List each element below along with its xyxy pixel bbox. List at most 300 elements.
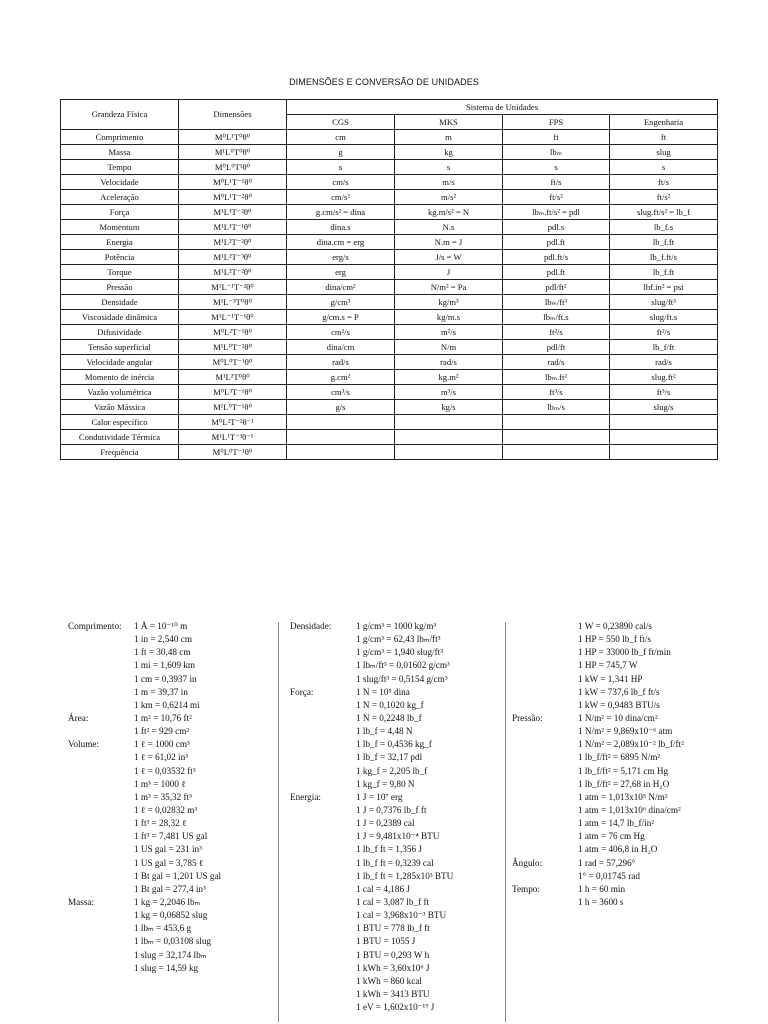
cell-dim: M⁰L⁰T⁻¹θ⁰ xyxy=(179,445,287,460)
cell-mks: kg/m³ xyxy=(395,295,503,310)
cell-fps: lbₘ/ft.s xyxy=(503,310,610,325)
conversion-label: Pressão: xyxy=(512,712,543,723)
conversion-value: 1 J = 0,7376 lb_f ft xyxy=(356,804,427,815)
conversion-label xyxy=(68,804,134,817)
cell-eng: rad/s xyxy=(610,355,718,370)
cell-fps: ft/s xyxy=(503,175,610,190)
conversion-row xyxy=(68,870,276,883)
conversion-row xyxy=(290,686,505,699)
cell-fps: pdl.ft xyxy=(503,265,610,280)
conversion-value: 1 slug = 32,174 lbₘ xyxy=(134,949,207,960)
conversion-value: 1 HP = 33000 lb_f ft/min xyxy=(578,647,671,658)
cell-name: Tempo xyxy=(61,160,179,175)
conversion-row xyxy=(512,725,742,738)
conversion-value: 1 lb_f = 0,4536 kg_f xyxy=(356,739,432,750)
conversion-value: 1 atm = 1,013x10⁶ dina/cm² xyxy=(578,804,681,815)
conversion-value: 1 Bt gal = 1,201 US gal xyxy=(134,870,222,881)
cell-eng: slug/s xyxy=(610,400,718,415)
cell-eng: ft³/s xyxy=(610,385,718,400)
conversion-row xyxy=(290,830,505,843)
table-row xyxy=(61,445,718,460)
units-table-body xyxy=(61,130,718,460)
cell-dim: M¹L²T⁻²θ⁰ xyxy=(179,265,287,280)
cell-cgs: g/cm.s = P xyxy=(287,310,395,325)
conversion-row xyxy=(512,765,742,778)
conversion-row xyxy=(68,830,276,843)
cell-cgs: dina/cm² xyxy=(287,280,395,295)
cell-mks: kg.m² xyxy=(395,370,503,385)
table-row xyxy=(61,430,718,445)
cell-dim: M¹L⁰T⁻¹θ⁰ xyxy=(179,400,287,415)
conversion-row xyxy=(68,883,276,896)
conversion-label xyxy=(290,975,356,988)
table-row xyxy=(61,265,718,280)
conversion-label xyxy=(290,673,356,686)
conversion-value: 1 BTU = 1055 J xyxy=(356,936,416,947)
conversion-value: 1 US gal = 231 in³ xyxy=(134,844,202,855)
conversion-label xyxy=(68,949,134,962)
conversion-row xyxy=(68,751,276,764)
conversion-row xyxy=(68,738,276,751)
cell-name: Velocidade angular xyxy=(61,355,179,370)
cell-cgs: cm xyxy=(287,130,395,145)
conversion-row xyxy=(512,883,742,896)
header-mks: MKS xyxy=(395,115,503,130)
conversion-label xyxy=(290,1001,356,1014)
conversion-value: 1 cm = 0,3937 in xyxy=(134,673,197,684)
conversion-value: 1 eV = 1,602x10⁻¹⁹ J xyxy=(356,1002,435,1013)
cell-mks: m xyxy=(395,130,503,145)
conversion-value: 1 kWh = 3413 BTU xyxy=(356,988,430,999)
conversion-value: 1 h = 3600 s xyxy=(578,896,624,907)
conversion-row xyxy=(68,778,276,791)
conversion-value: 1 lb_f = 32,17 pdl xyxy=(356,752,423,763)
conversion-label xyxy=(290,778,356,791)
conversion-value: 1 J = 10⁷ erg xyxy=(356,791,403,802)
conversion-label xyxy=(512,830,578,843)
conversion-value: 1 atm = 76 cm Hg xyxy=(578,831,645,842)
conversion-value: 1° = 0,01745 rad xyxy=(578,870,640,881)
conversion-row xyxy=(512,778,742,791)
conversion-value: 1 lbₘ = 0,03108 slug xyxy=(134,936,212,947)
conversion-row xyxy=(512,857,742,870)
cell-mks: kg.m/s² = N xyxy=(395,205,503,220)
conversion-value: 1 atm = 1,013x10⁵ N/m² xyxy=(578,791,668,802)
cell-cgs: erg/s xyxy=(287,250,395,265)
conversion-row xyxy=(290,922,505,935)
cell-name: Tensão superficial xyxy=(61,340,179,355)
conversion-value: 1 cal = 3,968x10⁻³ BTU xyxy=(356,910,447,921)
cell-mks: N.s xyxy=(395,220,503,235)
conversion-label xyxy=(290,988,356,1001)
cell-eng: lb_f.ft/s xyxy=(610,250,718,265)
conversion-row xyxy=(290,909,505,922)
cell-mks: J/s = W xyxy=(395,250,503,265)
conversion-value: 1 ℓ = 0,03532 ft³ xyxy=(134,765,196,776)
cell-mks: N/m xyxy=(395,340,503,355)
cell-fps xyxy=(503,445,610,460)
table-row xyxy=(61,130,718,145)
conversion-row xyxy=(290,896,505,909)
conversion-row xyxy=(290,738,505,751)
cell-eng: lb_f.s xyxy=(610,220,718,235)
cell-name: Massa xyxy=(61,145,179,160)
table-row xyxy=(61,310,718,325)
conversion-row xyxy=(290,778,505,791)
cell-dim: M⁰L¹T⁻¹θ⁰ xyxy=(179,175,287,190)
conversion-value: 1 Å = 10⁻¹⁰ m xyxy=(134,621,188,631)
conversion-label xyxy=(290,633,356,646)
cell-eng: slug/ft.s xyxy=(610,310,718,325)
conversion-row xyxy=(290,935,505,948)
table-row xyxy=(61,235,718,250)
conversion-value: 1 US gal = 3,785 ℓ xyxy=(134,857,204,868)
conversion-value: 1 lb_f ft = 1,356 J xyxy=(356,844,422,855)
conversion-row xyxy=(290,712,505,725)
conversion-label xyxy=(68,870,134,883)
conversion-value: 1 ℓ = 61,02 in³ xyxy=(134,752,188,763)
conversion-row xyxy=(290,620,505,633)
conversion-label xyxy=(512,738,578,751)
conversion-row xyxy=(290,633,505,646)
cell-eng: ft/s xyxy=(610,175,718,190)
cell-eng: lb_f.ft xyxy=(610,235,718,250)
page-title: DIMENSÕES E CONVERSÃO DE UNIDADES xyxy=(289,77,479,87)
conversion-value: 1 N = 10⁵ dina xyxy=(356,686,410,697)
cell-cgs: dina.cm = erg xyxy=(287,235,395,250)
conversion-value: 1 J = 0,2389 cal xyxy=(356,818,415,829)
conversion-label xyxy=(512,673,578,686)
cell-mks: kg/s xyxy=(395,400,503,415)
table-row xyxy=(61,415,718,430)
conversion-label xyxy=(290,804,356,817)
conversion-row xyxy=(68,686,276,699)
conversion-value: 1 ft³ = 28,32 ℓ xyxy=(134,818,187,829)
conversion-row xyxy=(290,949,505,962)
conversion-value: 1 Bt gal = 277,4 in³ xyxy=(134,883,206,894)
table-row xyxy=(61,250,718,265)
conversion-value: 1 h = 60 min xyxy=(578,883,626,894)
conversion-row xyxy=(290,699,505,712)
conversion-label xyxy=(68,673,134,686)
conversion-value: 1 BTU = 778 lb_f ft xyxy=(356,923,430,934)
cell-eng: ft xyxy=(610,130,718,145)
table-row xyxy=(61,205,718,220)
cell-mks: kg xyxy=(395,145,503,160)
cell-name: Velocidade xyxy=(61,175,179,190)
cell-mks: m/s xyxy=(395,175,503,190)
cell-fps: pdl/ft² xyxy=(503,280,610,295)
conversion-label xyxy=(290,699,356,712)
cell-name: Comprimento xyxy=(61,130,179,145)
conversion-value: 1 N = 0,2248 lb_f xyxy=(356,712,422,723)
conversion-row xyxy=(68,817,276,830)
conversion-label xyxy=(290,843,356,856)
cell-fps: lbₘ/s xyxy=(503,400,610,415)
conversion-row xyxy=(512,686,742,699)
conversion-label xyxy=(290,870,356,883)
cell-dim: M⁰L²T⁻²θ⁻¹ xyxy=(179,415,287,430)
conversion-label xyxy=(512,804,578,817)
conversion-label xyxy=(290,646,356,659)
cell-dim: M¹L²T⁻³θ⁰ xyxy=(179,250,287,265)
cell-dim: M⁰L⁰T¹θ⁰ xyxy=(179,160,287,175)
conversion-label xyxy=(68,778,134,791)
conversion-value: 1 kW = 1,341 HP xyxy=(578,673,643,684)
cell-fps: ft xyxy=(503,130,610,145)
cell-fps: pdl.ft/s xyxy=(503,250,610,265)
cell-fps: pdl.s xyxy=(503,220,610,235)
cell-name: Condutividade Térmica xyxy=(61,430,179,445)
conversion-label xyxy=(68,909,134,922)
conversion-label xyxy=(290,896,356,909)
conversion-label xyxy=(512,659,578,672)
conversion-value: 1 lb_f ft = 1,285x10³ BTU xyxy=(356,870,454,881)
header-quantity: Grandeza Física xyxy=(61,100,179,130)
cell-name: Momento de inércia xyxy=(61,370,179,385)
conversion-value: 1 mi = 1,609 km xyxy=(134,660,196,671)
conversion-label xyxy=(290,949,356,962)
table-row xyxy=(61,295,718,310)
cell-mks: rad/s xyxy=(395,355,503,370)
cell-dim: M¹L⁰T⁻²θ⁰ xyxy=(179,340,287,355)
conversion-row xyxy=(290,751,505,764)
cell-dim: M¹L⁻³T⁰θ⁰ xyxy=(179,295,287,310)
cell-cgs: cm²/s xyxy=(287,325,395,340)
conversion-value: 1 kW = 0,9483 BTU/s xyxy=(578,699,660,710)
conversion-row xyxy=(512,896,742,909)
conversion-label xyxy=(512,791,578,804)
conversion-label xyxy=(512,686,578,699)
conversion-value: 1 lb_f/ft² = 5,171 cm Hg xyxy=(578,765,669,776)
table-row xyxy=(61,220,718,235)
cell-mks: kg/m.s xyxy=(395,310,503,325)
conversion-row xyxy=(68,857,276,870)
cell-cgs xyxy=(287,415,395,430)
cell-eng: slug/ft³ xyxy=(610,295,718,310)
conversion-label xyxy=(68,699,134,712)
conversion-value: 1 slug = 14,59 kg xyxy=(134,962,199,973)
conversion-label xyxy=(290,738,356,751)
conversion-label: Massa: xyxy=(68,896,95,907)
column-divider xyxy=(278,622,279,1022)
cell-dim: M¹L⁰T⁰θ⁰ xyxy=(179,145,287,160)
conversion-label xyxy=(68,830,134,843)
conversion-label xyxy=(290,909,356,922)
cell-fps: lbₘ/ft³ xyxy=(503,295,610,310)
conversion-label xyxy=(512,896,578,909)
conversion-label xyxy=(512,843,578,856)
conversion-row xyxy=(68,633,276,646)
cell-fps: ft/s² xyxy=(503,190,610,205)
conversion-value: 1 kg_f = 2,205 lb_f xyxy=(356,765,428,776)
conversion-value: 1 kWh = 3,60x10⁶ J xyxy=(356,962,430,973)
conversion-value: 1 ℓ = 1000 cm³ xyxy=(134,739,190,750)
conversion-row xyxy=(290,1001,505,1014)
conversion-label xyxy=(68,686,134,699)
cell-eng: s xyxy=(610,160,718,175)
conversion-label xyxy=(290,962,356,975)
conversion-label xyxy=(290,765,356,778)
cell-dim: M¹L¹T⁻²θ⁰ xyxy=(179,205,287,220)
cell-eng: ft²/s xyxy=(610,325,718,340)
conversion-value: 1 ft² = 929 cm² xyxy=(134,726,190,737)
conversion-label xyxy=(290,922,356,935)
conversion-row xyxy=(68,804,276,817)
cell-dim: M¹L¹T⁻¹θ⁰ xyxy=(179,220,287,235)
cell-name: Força xyxy=(61,205,179,220)
conversion-row xyxy=(512,791,742,804)
cell-fps: pdl/ft xyxy=(503,340,610,355)
conversion-value: 1 m² = 10,76 ft² xyxy=(134,712,192,723)
conversion-row xyxy=(68,791,276,804)
cell-fps xyxy=(503,430,610,445)
conversion-value: 1 N = 0,1020 kg_f xyxy=(356,699,424,710)
cell-cgs: dina/cm xyxy=(287,340,395,355)
cell-cgs: erg xyxy=(287,265,395,280)
table-row xyxy=(61,370,718,385)
conversion-column-3 xyxy=(512,620,742,909)
conversion-row xyxy=(68,620,276,633)
cell-fps: lbₘ.ft² xyxy=(503,370,610,385)
conversion-row xyxy=(290,870,505,883)
conversion-label xyxy=(68,817,134,830)
conversion-label xyxy=(290,830,356,843)
conversion-value: 1 lb_f = 4,48 N xyxy=(356,726,413,737)
column-divider xyxy=(505,622,506,1022)
cell-mks xyxy=(395,445,503,460)
cell-dim: M⁰L²T⁻¹θ⁰ xyxy=(179,325,287,340)
cell-name: Pressão xyxy=(61,280,179,295)
cell-name: Momentum xyxy=(61,220,179,235)
cell-dim: M¹L⁻¹T⁻¹θ⁰ xyxy=(179,310,287,325)
cell-fps: pdl.ft xyxy=(503,235,610,250)
conversion-row xyxy=(290,843,505,856)
conversion-row xyxy=(290,883,505,896)
conversion-label xyxy=(68,962,134,975)
cell-name: Torque xyxy=(61,265,179,280)
cell-name: Potência xyxy=(61,250,179,265)
cell-fps: s xyxy=(503,160,610,175)
units-table xyxy=(60,99,718,460)
conversion-row xyxy=(68,699,276,712)
cell-mks: m²/s xyxy=(395,325,503,340)
conversion-label xyxy=(512,633,578,646)
conversion-row xyxy=(512,751,742,764)
table-row xyxy=(61,355,718,370)
conversion-value: 1 m³ = 35,32 ft³ xyxy=(134,791,192,802)
conversion-value: 1 kWh = 860 kcal xyxy=(356,975,422,986)
conversion-label xyxy=(512,778,578,791)
conversion-value: 1 m³ = 1000 ℓ xyxy=(134,778,186,789)
cell-eng xyxy=(610,445,718,460)
cell-cgs: g/cm³ xyxy=(287,295,395,310)
conversion-row xyxy=(290,659,505,672)
cell-cgs: s xyxy=(287,160,395,175)
conversion-label: Força: xyxy=(290,686,314,697)
conversion-label xyxy=(512,646,578,659)
conversion-row xyxy=(290,988,505,1001)
cell-dim: M⁰L⁰T⁻¹θ⁰ xyxy=(179,355,287,370)
cell-eng: lb_f.ft xyxy=(610,265,718,280)
conversion-row xyxy=(290,725,505,738)
cell-cgs: g.cm/s² = dina xyxy=(287,205,395,220)
header-fps: FPS xyxy=(503,115,610,130)
conversion-row xyxy=(512,620,742,633)
conversion-label: Área: xyxy=(68,712,89,723)
conversion-row xyxy=(512,699,742,712)
cell-eng: ft/s² xyxy=(610,190,718,205)
conversion-column-1 xyxy=(68,620,276,975)
header-engenharia: Engenharia xyxy=(610,115,718,130)
conversion-value: 1 g/cm³ = 62,43 lbₘ/ft³ xyxy=(356,634,441,645)
cell-name: Frequência xyxy=(61,445,179,460)
conversion-value: 1 lb_f ft = 0,3239 cal xyxy=(356,857,434,868)
conversion-label xyxy=(512,751,578,764)
conversion-row xyxy=(68,962,276,975)
conversion-value: 1 N/m² = 9,869x10⁻⁶ atm xyxy=(578,726,673,737)
table-row xyxy=(61,325,718,340)
conversion-label xyxy=(68,857,134,870)
cell-mks: m³/s xyxy=(395,385,503,400)
cell-eng: slug.ft² xyxy=(610,370,718,385)
cell-mks xyxy=(395,415,503,430)
cell-cgs xyxy=(287,445,395,460)
conversion-row xyxy=(512,830,742,843)
conversion-value: 1 slug/ft³ = 0,5154 g/cm³ xyxy=(356,673,448,684)
conversion-row xyxy=(290,791,505,804)
conversion-label xyxy=(68,883,134,896)
conversion-value: 1 atm = 14,7 lb_f/in² xyxy=(578,818,655,829)
cell-dim: M⁰L¹T⁰θ⁰ xyxy=(179,130,287,145)
conversion-value: 1 kg = 2,2046 lbₘ xyxy=(134,896,201,907)
conversion-value: 1 ℓ = 0,02832 m³ xyxy=(134,804,198,815)
conversion-value: 1 km = 0,6214 mi xyxy=(134,699,200,710)
conversion-row xyxy=(290,857,505,870)
conversion-value: 1 lbₘ = 453,6 g xyxy=(134,923,192,934)
conversion-row xyxy=(68,949,276,962)
conversion-row xyxy=(68,725,276,738)
conversion-label: Densidade: xyxy=(290,621,332,631)
conversion-row xyxy=(68,659,276,672)
cell-dim: M¹L¹T⁻³θ⁻¹ xyxy=(179,430,287,445)
conversion-value: 1 cal = 3,087 lb_f ft xyxy=(356,896,430,907)
cell-fps: ft³/s xyxy=(503,385,610,400)
conversion-label xyxy=(290,935,356,948)
table-row xyxy=(61,340,718,355)
conversion-row xyxy=(290,646,505,659)
conversion-label xyxy=(68,922,134,935)
conversion-value: 1 atm = 406,8 in H₂O xyxy=(578,844,658,855)
cell-dim: M¹L⁻¹T⁻²θ⁰ xyxy=(179,280,287,295)
conversion-column-2 xyxy=(290,620,505,1014)
cell-dim: M⁰L³T⁻¹θ⁰ xyxy=(179,385,287,400)
conversion-label xyxy=(68,659,134,672)
conversion-label xyxy=(68,751,134,764)
conversion-row xyxy=(512,738,742,751)
conversion-value: 1 ft = 30,48 cm xyxy=(134,647,191,658)
conversion-value: 1 kg_f = 9,80 N xyxy=(356,778,415,789)
cell-name: Vazão volumétrica xyxy=(61,385,179,400)
table-row xyxy=(61,280,718,295)
conversion-row xyxy=(68,909,276,922)
conversion-value: 1 lbₘ/ft³ = 0,01602 g/cm³ xyxy=(356,660,450,671)
cell-name: Difusividade xyxy=(61,325,179,340)
conversion-label: Ângulo: xyxy=(512,857,543,868)
cell-mks: N.m = J xyxy=(395,235,503,250)
conversion-row xyxy=(512,817,742,830)
conversion-row xyxy=(68,935,276,948)
